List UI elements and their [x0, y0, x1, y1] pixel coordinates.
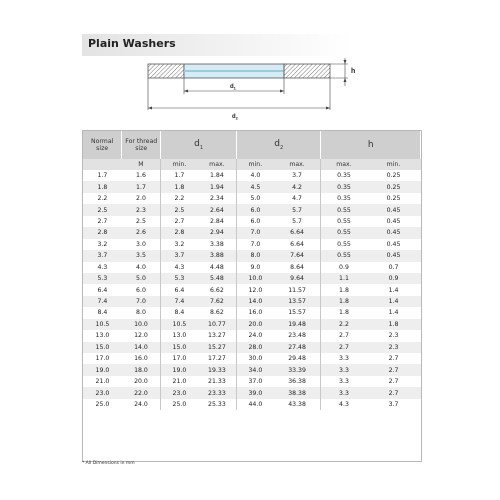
- cell-nominal-size: 1.7: [83, 170, 122, 181]
- cell-d1-max: 3.38: [198, 239, 237, 250]
- cell-d2-min: 6.0: [237, 204, 274, 215]
- cell-thread-size: 4.0: [122, 262, 161, 273]
- cell-d2-max: 4.2: [274, 181, 321, 192]
- cell-h-min: 0.45: [367, 216, 421, 227]
- cell-h-min: 0.45: [367, 250, 421, 261]
- subheader-h-min: min.: [367, 159, 421, 170]
- washer-section-left: [148, 64, 184, 78]
- cell-h-max: 0.55: [321, 250, 367, 261]
- cell-nominal-size: 6.4: [83, 284, 122, 295]
- cell-h-min: 0.25: [367, 181, 421, 192]
- cell-h-min: 1.4: [367, 296, 421, 307]
- cell-h-max: 3.3: [321, 353, 367, 364]
- cell-h-max: 2.7: [321, 330, 367, 341]
- table-row: [83, 250, 421, 261]
- cell-d1-min: 2.8: [161, 227, 198, 238]
- cell-nominal-size: 7.4: [83, 296, 122, 307]
- table-row: [83, 353, 421, 364]
- cell-d2-min: 20.0: [237, 319, 274, 330]
- cell-nominal-size: 2.7: [83, 216, 122, 227]
- cell-d1-min: 15.0: [161, 342, 198, 353]
- cell-h-min: 2.3: [367, 330, 421, 341]
- cell-h-min: 1.8: [367, 319, 421, 330]
- cell-nominal-size: 2.2: [83, 193, 122, 204]
- page-title: Plain Washers: [88, 37, 176, 50]
- cell-d2-max: 36.38: [274, 376, 321, 387]
- cell-d2-max: 27.48: [274, 342, 321, 353]
- table-row: [83, 273, 421, 284]
- cell-nominal-size: 10.5: [83, 319, 122, 330]
- cell-thread-size: 2.0: [122, 193, 161, 204]
- cell-thread-size: 18.0: [122, 364, 161, 375]
- table-row: [83, 376, 421, 387]
- cell-thread-size: 8.0: [122, 307, 161, 318]
- cell-h-min: 0.45: [367, 204, 421, 215]
- cell-d1-max: 15.27: [198, 342, 237, 353]
- cell-h-min: 2.7: [367, 387, 421, 398]
- cell-nominal-size: 8.4: [83, 307, 122, 318]
- cell-thread-size: 2.6: [122, 227, 161, 238]
- cell-d2-min: 7.0: [237, 239, 274, 250]
- cell-d1-max: 1.84: [198, 170, 237, 181]
- cell-d1-max: 1.94: [198, 181, 237, 192]
- cell-d1-min: 5.3: [161, 273, 198, 284]
- title-banner: [82, 34, 352, 56]
- washer-cross-section-diagram: [140, 58, 360, 124]
- cell-nominal-size: 2.5: [83, 204, 122, 215]
- cell-h-min: 0.25: [367, 193, 421, 204]
- cell-d1-max: 6.62: [198, 284, 237, 295]
- col-header-d1: $d_1$: [161, 131, 237, 159]
- cell-d1-min: 2.2: [161, 193, 198, 204]
- cell-h-max: 3.3: [321, 376, 367, 387]
- cell-d1-min: 2.7: [161, 216, 198, 227]
- cell-d1-max: 2.84: [198, 216, 237, 227]
- cell-d2-min: 4.5: [237, 181, 274, 192]
- cell-d1-max: 23.33: [198, 387, 237, 398]
- table-subheader-row: [83, 159, 421, 170]
- cell-nominal-size: 4.3: [83, 262, 122, 273]
- cell-d2-max: 9.64: [274, 273, 321, 284]
- cell-h-min: 2.3: [367, 342, 421, 353]
- cell-nominal-size: 15.0: [83, 342, 122, 353]
- cell-nominal-size: 13.0: [83, 330, 122, 341]
- table-row: [83, 319, 421, 330]
- table-row: [83, 307, 421, 318]
- table-row: [83, 262, 421, 273]
- cell-d1-min: 25.0: [161, 399, 198, 410]
- cell-d2-max: 23.48: [274, 330, 321, 341]
- cell-d2-max: 4.7: [274, 193, 321, 204]
- cell-h-max: 0.55: [321, 227, 367, 238]
- cell-d1-min: 13.0: [161, 330, 198, 341]
- cell-h-max: 2.7: [321, 342, 367, 353]
- cell-d2-max: 43.38: [274, 399, 321, 410]
- cell-d1-min: 23.0: [161, 387, 198, 398]
- cell-thread-size: 6.0: [122, 284, 161, 295]
- table-row: [83, 342, 421, 353]
- cell-d1-max: 13.27: [198, 330, 237, 341]
- cell-d2-max: 19.48: [274, 319, 321, 330]
- cell-d2-max: 29.48: [274, 353, 321, 364]
- cell-h-min: 2.7: [367, 376, 421, 387]
- cell-d1-max: 2.64: [198, 204, 237, 215]
- cell-nominal-size: 21.0: [83, 376, 122, 387]
- cell-h-max: 1.8: [321, 307, 367, 318]
- cell-h-max: 0.55: [321, 216, 367, 227]
- cell-h-min: 0.45: [367, 227, 421, 238]
- table-row: [83, 284, 421, 295]
- cell-d1-max: 17.27: [198, 353, 237, 364]
- cell-d2-min: 6.0: [237, 216, 274, 227]
- cell-d2-max: 15.57: [274, 307, 321, 318]
- cell-d1-min: 4.3: [161, 262, 198, 273]
- subheader-h-max: max.: [321, 159, 367, 170]
- cell-h-max: 2.2: [321, 319, 367, 330]
- cell-d2-max: 33.39: [274, 364, 321, 375]
- subheader-thread-m: M: [122, 159, 161, 170]
- cell-d1-min: 3.2: [161, 239, 198, 250]
- cell-h-max: 0.35: [321, 170, 367, 181]
- cell-d1-max: 8.62: [198, 307, 237, 318]
- table-row: [83, 330, 421, 341]
- cell-h-min: 1.4: [367, 284, 421, 295]
- cell-thread-size: 2.5: [122, 216, 161, 227]
- subheader-d2-max: max.: [274, 159, 321, 170]
- table-row: [83, 216, 421, 227]
- cell-d2-min: 24.0: [237, 330, 274, 341]
- table-row: [83, 239, 421, 250]
- cell-d2-max: 11.57: [274, 284, 321, 295]
- cell-thread-size: 14.0: [122, 342, 161, 353]
- cell-thread-size: 24.0: [122, 399, 161, 410]
- table-row: [83, 181, 421, 192]
- cell-d2-min: 37.0: [237, 376, 274, 387]
- subheader-d1-max: max.: [198, 159, 237, 170]
- footnote: * All Dimensions in mm: [82, 461, 135, 466]
- cell-d2-max: 6.64: [274, 227, 321, 238]
- cell-h-max: 0.35: [321, 181, 367, 192]
- cell-h-max: 1.1: [321, 273, 367, 284]
- cell-thread-size: 1.6: [122, 170, 161, 181]
- table-row: [83, 296, 421, 307]
- col-header-d2: $d_2$: [237, 131, 321, 159]
- washer-dimensions-table: [83, 131, 421, 410]
- h-label: h: [351, 68, 356, 75]
- cell-nominal-size: 3.2: [83, 239, 122, 250]
- cell-d2-min: 16.0: [237, 307, 274, 318]
- cell-d1-min: 1.7: [161, 170, 198, 181]
- cell-thread-size: 12.0: [122, 330, 161, 341]
- cell-d2-min: 9.0: [237, 262, 274, 273]
- cell-d2-min: 4.0: [237, 170, 274, 181]
- cell-nominal-size: 5.3: [83, 273, 122, 284]
- cell-thread-size: 5.0: [122, 273, 161, 284]
- table-row: [83, 387, 421, 398]
- cell-h-max: 4.3: [321, 399, 367, 410]
- table-row: [83, 364, 421, 375]
- cell-d1-min: 3.7: [161, 250, 198, 261]
- d1-label: $d_1$: [230, 84, 236, 91]
- cell-d2-min: 7.0: [237, 227, 274, 238]
- subheader-d1-min: min.: [161, 159, 198, 170]
- d2-label: $d_2$: [232, 114, 238, 121]
- cell-d1-min: 7.4: [161, 296, 198, 307]
- cell-h-min: 3.7: [367, 399, 421, 410]
- cell-d1-max: 19.33: [198, 364, 237, 375]
- cell-d2-max: 5.7: [274, 204, 321, 215]
- subheader-blank: [83, 159, 122, 170]
- cell-nominal-size: 1.8: [83, 181, 122, 192]
- cell-d2-min: 44.0: [237, 399, 274, 410]
- cell-d1-min: 17.0: [161, 353, 198, 364]
- cell-d1-max: 21.33: [198, 376, 237, 387]
- cell-d1-min: 2.5: [161, 204, 198, 215]
- cell-h-max: 0.55: [321, 204, 367, 215]
- cell-nominal-size: 23.0: [83, 387, 122, 398]
- cell-thread-size: 3.0: [122, 239, 161, 250]
- cell-d2-max: 38.38: [274, 387, 321, 398]
- cell-d2-min: 30.0: [237, 353, 274, 364]
- cell-thread-size: 22.0: [122, 387, 161, 398]
- subheader-d2-min: min.: [237, 159, 274, 170]
- table-row: [83, 227, 421, 238]
- cell-thread-size: 7.0: [122, 296, 161, 307]
- cell-d1-min: 10.5: [161, 319, 198, 330]
- washer-section-right: [284, 64, 330, 78]
- cell-h-min: 2.7: [367, 353, 421, 364]
- cell-nominal-size: 19.0: [83, 364, 122, 375]
- cell-h-max: 3.3: [321, 387, 367, 398]
- cell-d2-max: 3.7: [274, 170, 321, 181]
- washer-dimensions-sheet: [82, 130, 422, 462]
- cell-h-min: 2.7: [367, 364, 421, 375]
- table-row: [83, 399, 421, 410]
- cell-d1-max: 5.48: [198, 273, 237, 284]
- cell-d2-max: 13.57: [274, 296, 321, 307]
- cell-h-max: 0.9: [321, 262, 367, 273]
- cell-h-min: 1.4: [367, 307, 421, 318]
- cell-d1-max: 2.34: [198, 193, 237, 204]
- cell-d2-max: 6.64: [274, 239, 321, 250]
- cell-thread-size: 3.5: [122, 250, 161, 261]
- cell-thread-size: 10.0: [122, 319, 161, 330]
- cell-d2-min: 28.0: [237, 342, 274, 353]
- cell-d1-max: 25.33: [198, 399, 237, 410]
- cell-h-max: 1.8: [321, 284, 367, 295]
- cell-d1-min: 6.4: [161, 284, 198, 295]
- cell-d2-min: 5.0: [237, 193, 274, 204]
- cell-h-min: 0.25: [367, 170, 421, 181]
- cell-h-min: 0.7: [367, 262, 421, 273]
- cell-nominal-size: 2.8: [83, 227, 122, 238]
- cell-d2-max: 8.64: [274, 262, 321, 273]
- cell-d2-max: 7.64: [274, 250, 321, 261]
- table-row: [83, 193, 421, 204]
- table-header-row: [83, 131, 421, 159]
- cell-h-max: 1.8: [321, 296, 367, 307]
- cell-d1-max: 3.88: [198, 250, 237, 261]
- cell-d1-max: 10.77: [198, 319, 237, 330]
- cell-d2-max: 5.7: [274, 216, 321, 227]
- cell-d1-min: 1.8: [161, 181, 198, 192]
- cell-thread-size: 1.7: [122, 181, 161, 192]
- cell-d1-min: 8.4: [161, 307, 198, 318]
- cell-d2-min: 14.0: [237, 296, 274, 307]
- table-row: [83, 170, 421, 181]
- cell-h-max: 0.55: [321, 239, 367, 250]
- col-header-thread-size: For thread size: [122, 131, 161, 159]
- cell-h-min: 0.9: [367, 273, 421, 284]
- cell-d1-max: 2.94: [198, 227, 237, 238]
- cell-h-max: 3.3: [321, 364, 367, 375]
- col-header-nominal-size: Normal size: [83, 131, 122, 159]
- cell-h-max: 0.35: [321, 193, 367, 204]
- cell-d2-min: 39.0: [237, 387, 274, 398]
- cell-d2-min: 12.0: [237, 284, 274, 295]
- col-header-h: h: [321, 131, 421, 159]
- cell-d2-min: 10.0: [237, 273, 274, 284]
- cell-d2-min: 34.0: [237, 364, 274, 375]
- cell-d1-min: 19.0: [161, 364, 198, 375]
- cell-thread-size: 16.0: [122, 353, 161, 364]
- cell-thread-size: 2.3: [122, 204, 161, 215]
- cell-nominal-size: 17.0: [83, 353, 122, 364]
- cell-d1-min: 21.0: [161, 376, 198, 387]
- cell-d1-max: 7.62: [198, 296, 237, 307]
- cell-nominal-size: 3.7: [83, 250, 122, 261]
- cell-nominal-size: 25.0: [83, 399, 122, 410]
- cell-d2-min: 8.0: [237, 250, 274, 261]
- cell-thread-size: 20.0: [122, 376, 161, 387]
- table-row: [83, 204, 421, 215]
- cell-h-min: 0.45: [367, 239, 421, 250]
- cell-d1-max: 4.48: [198, 262, 237, 273]
